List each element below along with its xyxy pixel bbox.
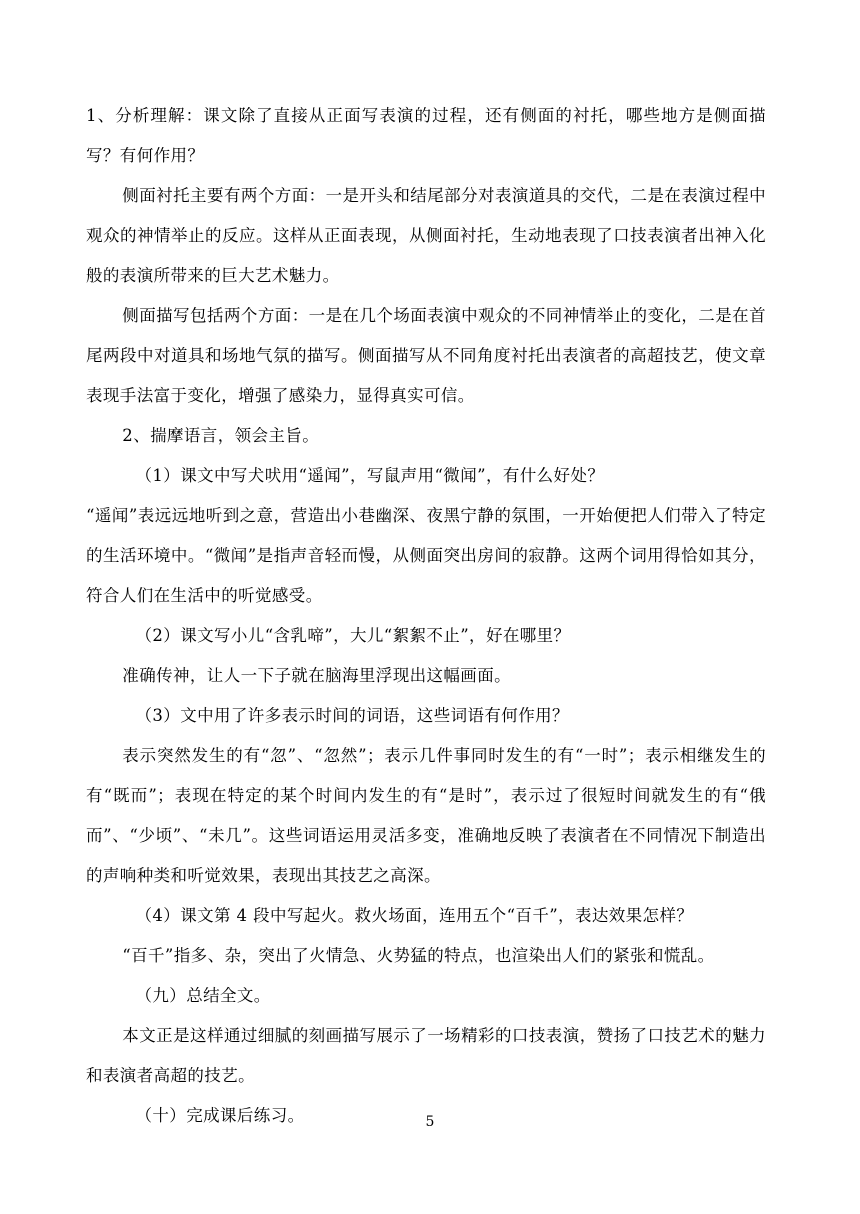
- sub-answer-3: 表示突然发生的有“忽”、“忽然”；表示几件事同时发生的有“一时”；表示相继发生的有“既而”；表现在特定的某个时间内发生的有“是时”，表示过了很短时间就发生的有“俄而”、“少顷”、“未几”。这些词语运用灵活多变，准确地反映了表演者在不同情况下制造出的声响种类和听觉效果，表现出其技艺之高深。: [86, 746, 766, 885]
- document-body: [86, 96, 766, 1136]
- sub-answer-1: “遥闻”表远远地听到之意，营造出小巷幽深、夜黑宁静的氛围，一开始便把人们带入了特定的生活环境中。“微闻”是指声音轻而慢，从侧面突出房间的寂静。这两个词用得恰如其分，符合人们在生活中的听觉感受。: [86, 506, 766, 605]
- sub-question-4: （4）课文第 4 段中写起火。救火场面，连用五个“百千”，表达效果怎样？: [135, 906, 694, 925]
- question-2-heading: 2、揣摩语言，领会主旨。: [122, 426, 320, 445]
- section-9-heading: （九）总结全文。: [135, 986, 271, 1005]
- sub-answer-2: 准确传神，让人一下子就在脑海里浮现出这幅画面。: [122, 666, 511, 685]
- answer-paragraph-side-description: 侧面描写包括两个方面：一是在几个场面表演中观众的不同神情举止的变化，二是在首尾两段中对道具和场地气氛的描写。侧面描写从不同角度衬托出表演者的高超技艺，使文章表现手法富于变化，增强了感染力，显得真实可信。: [86, 306, 766, 405]
- summary-paragraph: 本文正是这样通过细腻的刻画描写展示了一场精彩的口技表演，赞扬了口技艺术的魅力和表演者高超的技艺。: [86, 1026, 766, 1085]
- sub-answer-4: “百千”指多、杂，突出了火情急、火势猛的特点，也渲染出人们的紧张和慌乱。: [122, 946, 715, 965]
- sub-question-3: （3）文中用了许多表示时间的词语，这些词语有何作用？: [135, 706, 569, 725]
- section-10-heading: （十）完成课后练习。: [135, 1106, 305, 1125]
- sub-question-2: （2）课文写小儿“含乳啼”，大儿“絮絮不止”，好在哪里？: [135, 626, 571, 645]
- sub-question-1: （1）课文中写犬吠用“遥闻”，写鼠声用“微闻”，有什么好处？: [135, 466, 605, 485]
- question-1-heading: 1、分析理解：课文除了直接从正面写表演的过程，还有侧面的衬托，哪些地方是侧面描写？有何作用？: [86, 106, 766, 165]
- page-number: 5: [425, 1114, 435, 1130]
- answer-paragraph-side-contrast: 侧面衬托主要有两个方面：一是开头和结尾部分对表演道具的交代，二是在表演过程中观众的神情举止的反应。这样从正面表现，从侧面衬托，生动地表现了口技表演者出神入化般的表演所带来的巨大艺术魅力。: [86, 186, 766, 285]
